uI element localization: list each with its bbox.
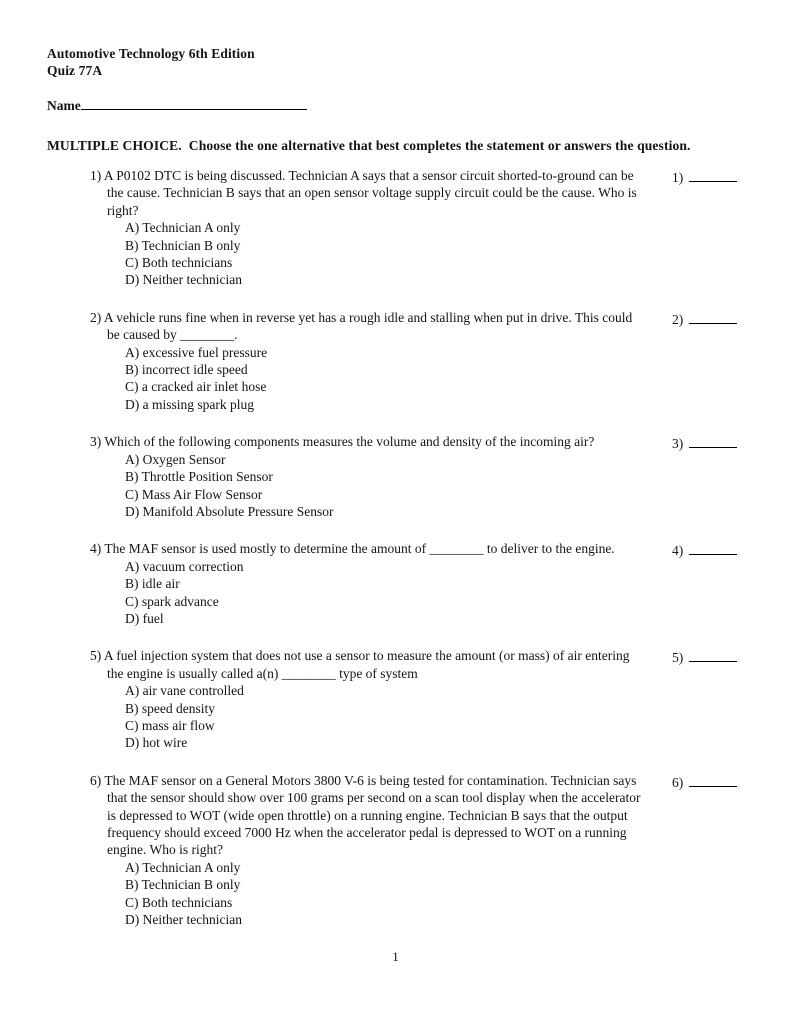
answer-number: 1) <box>672 170 684 185</box>
option-list <box>90 344 642 414</box>
question-number: 2) <box>90 309 102 325</box>
question-4 <box>90 540 744 627</box>
option-list <box>90 219 642 289</box>
option-b: B) speed density <box>125 700 215 716</box>
option-list <box>90 451 642 521</box>
option-c: C) Mass Air Flow Sensor <box>125 486 263 502</box>
answer-number: 5) <box>672 650 684 666</box>
option-a: A) air vane controlled <box>125 683 244 699</box>
question-body <box>90 433 642 520</box>
option-d: D) Neither technician <box>125 272 242 288</box>
page-number: 1 <box>392 949 399 964</box>
question-1 <box>90 167 744 289</box>
question-body <box>90 309 642 413</box>
answer-area <box>672 647 744 666</box>
option-b: B) idle air <box>125 576 180 592</box>
option-b: B) Technician B only <box>125 877 241 893</box>
option-c: C) Both technicians <box>125 894 233 910</box>
question-body <box>90 772 642 929</box>
question-stem <box>90 772 642 859</box>
option-d: D) fuel <box>125 610 164 626</box>
option-b: B) Technician B only <box>125 237 241 253</box>
name-label: Name <box>47 98 81 113</box>
answer-area <box>672 309 744 328</box>
question-number: 6) <box>90 772 102 788</box>
question-text: Which of the following components measures the volume and density of the incoming air? <box>104 434 595 450</box>
question-text: A fuel injection system that does not use a sensor to measure the amount (or mass) of air entering the engine is usually called a(n) ________ type of system <box>103 648 630 681</box>
question-stem <box>90 309 642 344</box>
question-3 <box>90 433 744 520</box>
question-text: The MAF sensor on a General Motors 3800 V-6 is being tested for contamination. Technician says that the sensor should show over 100 grams per second on a scan tool display when the accelerator is depressed to WOT (wide open throttle) on a running engine. Technician B says that the output frequency should exceed 7000 Hz when the accelerator pedal is depressed to WOT on a running engine. Who is right? <box>104 772 641 858</box>
option-d: D) a missing spark plug <box>125 396 254 412</box>
answer-blank-line <box>689 434 737 448</box>
option-d: D) hot wire <box>125 735 188 751</box>
answer-area <box>672 540 744 559</box>
option-a: A) Oxygen Sensor <box>125 451 226 467</box>
question-number: 3) <box>90 434 102 450</box>
option-a: A) Technician A only <box>125 859 241 875</box>
document-subtitle: Quiz 77A <box>47 62 103 78</box>
option-c: C) a cracked air inlet hose <box>125 379 267 395</box>
question-body <box>90 167 642 289</box>
option-d: D) Manifold Absolute Pressure Sensor <box>125 503 334 519</box>
option-a: A) Technician A only <box>125 220 241 236</box>
answer-number: 4) <box>672 543 684 559</box>
question-stem <box>90 540 642 557</box>
document-title: Automotive Technology 6th Edition <box>47 46 255 61</box>
option-list <box>90 558 642 628</box>
question-stem <box>90 433 642 450</box>
option-c: C) mass air flow <box>125 717 215 733</box>
question-5 <box>90 647 744 751</box>
name-blank-line <box>81 96 307 110</box>
question-body <box>90 647 642 751</box>
question-text: The MAF sensor is used mostly to determine the amount of ________ to deliver to the engine. <box>104 541 615 557</box>
option-list <box>90 682 642 752</box>
answer-blank-line <box>689 773 737 787</box>
option-d: D) Neither technician <box>125 912 242 928</box>
answer-area <box>672 167 744 186</box>
question-text: A vehicle runs fine when in reverse yet has a rough idle and stalling when put in drive. This could be caused by ________. <box>103 309 633 343</box>
question-body <box>90 540 642 627</box>
answer-number: 6) <box>672 774 684 790</box>
answer-area <box>672 772 744 791</box>
answer-number: 2) <box>672 311 684 327</box>
question-2 <box>90 309 744 413</box>
question-text: A P0102 DTC is being discussed. Technician A says that a sensor circuit shorted-to-ground can be the cause. Technician B says that an open sensor voltage supply circuit could be the cause. Who is right? <box>103 168 637 218</box>
option-c: C) Both technicians <box>125 255 233 271</box>
answer-area <box>672 433 744 452</box>
option-list <box>90 859 642 929</box>
option-c: C) spark advance <box>125 593 219 609</box>
question-number: 5) <box>90 648 102 664</box>
question-number: 4) <box>90 541 102 557</box>
question-list <box>90 167 744 928</box>
question-stem <box>90 167 642 219</box>
answer-blank-line <box>689 541 737 555</box>
question-number: 1) <box>90 168 102 183</box>
name-row <box>47 96 744 114</box>
option-a: A) excessive fuel pressure <box>125 344 268 360</box>
answer-blank-line <box>689 648 737 662</box>
option-a: A) vacuum correction <box>125 558 244 574</box>
section-heading: MULTIPLE CHOICE. Choose the one alternative that best completes the statement or answers the question. <box>47 138 691 153</box>
answer-blank-line <box>689 168 737 182</box>
answer-blank-line <box>689 310 737 324</box>
question-6 <box>90 772 744 929</box>
question-stem <box>90 647 642 682</box>
answer-number: 3) <box>672 436 684 452</box>
option-b: B) Throttle Position Sensor <box>125 469 273 485</box>
option-b: B) incorrect idle speed <box>125 362 248 378</box>
